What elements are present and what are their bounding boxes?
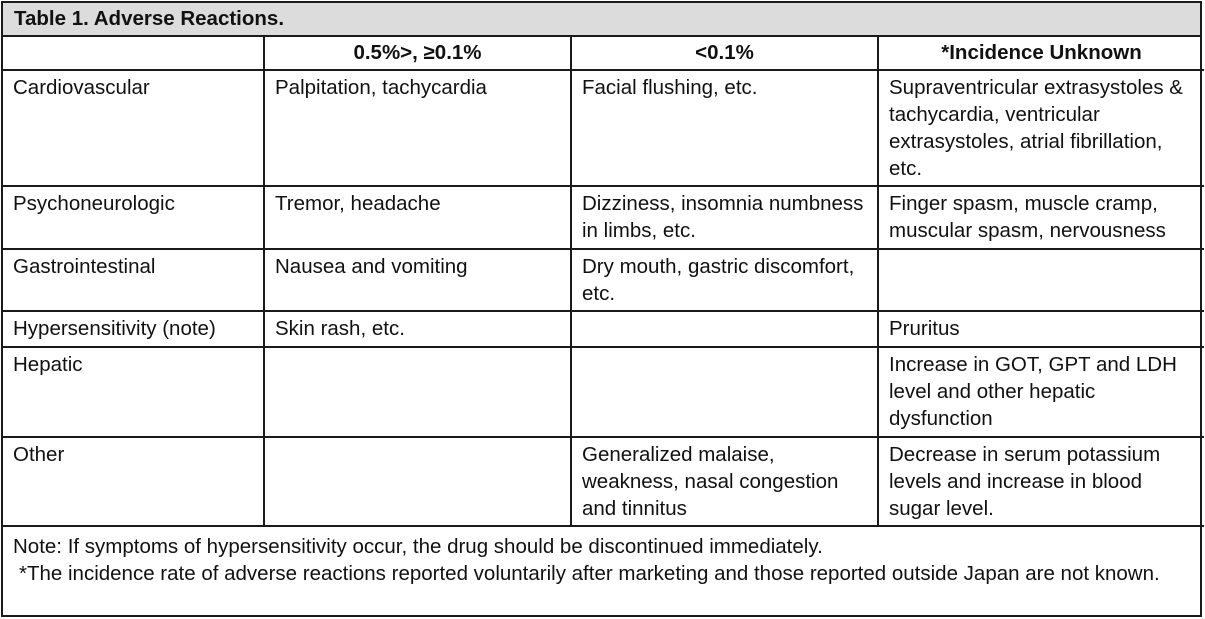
- adverse-reactions-table: [1, 1, 1202, 617]
- cell-unknown: [878, 249, 1204, 311]
- table-row: [3, 311, 1204, 347]
- row-category: Psychoneurologic: [3, 186, 264, 249]
- cell-freq-lt-01: Generalized malaise, weakness, nasal congestion and tinnitus: [571, 437, 878, 526]
- table-row: [3, 249, 1204, 311]
- header-row: [3, 37, 1204, 70]
- row-category: Other: [3, 437, 264, 526]
- cell-unknown: Pruritus: [878, 311, 1204, 347]
- incidence-footnote: *The incidence rate of adverse reactions reported voluntarily after marketing and those reported outside Japan are not known.: [19, 562, 1160, 585]
- row-category: Hypersensitivity (note): [3, 311, 264, 347]
- row-category: Cardiovascular: [3, 70, 264, 186]
- table-title: Table 1. Adverse Reactions.: [3, 3, 1200, 37]
- cell-freq-01-05: Palpitation, tachycardia: [264, 70, 571, 186]
- column-header-incidence-unknown: *Incidence Unknown: [878, 37, 1204, 70]
- cell-freq-lt-01: Facial flushing, etc.: [571, 70, 878, 186]
- row-category: Gastrointestinal: [3, 249, 264, 311]
- hypersensitivity-note: Note: If symptoms of hypersensitivity occur, the drug should be discontinued immediately.: [13, 535, 823, 558]
- column-header-category: [3, 37, 264, 70]
- row-category: Hepatic: [3, 347, 264, 437]
- table-row: [3, 70, 1204, 186]
- cell-freq-lt-01: [571, 347, 878, 437]
- cell-freq-01-05: Skin rash, etc.: [264, 311, 571, 347]
- cell-freq-lt-01: Dry mouth, gastric discomfort, etc.: [571, 249, 878, 311]
- cell-unknown: Increase in GOT, GPT and LDH level and other hepatic dysfunction: [878, 347, 1204, 437]
- column-header-freq-01-05: 0.5%>, ≥0.1%: [264, 37, 571, 70]
- reactions-grid: [3, 37, 1204, 527]
- cell-freq-01-05: [264, 437, 571, 526]
- cell-unknown: Supraventricular extrasystoles & tachycardia, ventricular extrasystoles, atrial fibrillation, etc.: [878, 70, 1204, 186]
- table-row: [3, 437, 1204, 526]
- cell-freq-01-05: [264, 347, 571, 437]
- cell-freq-lt-01: [571, 311, 878, 347]
- cell-freq-lt-01: Dizziness, insomnia numbness in limbs, etc.: [571, 186, 878, 249]
- table-row: [3, 186, 1204, 249]
- column-header-freq-lt-01: <0.1%: [571, 37, 878, 70]
- cell-unknown: Finger spasm, muscle cramp, muscular spasm, nervousness: [878, 186, 1204, 249]
- cell-freq-01-05: Nausea and vomiting: [264, 249, 571, 311]
- table-row: [3, 347, 1204, 437]
- cell-freq-01-05: Tremor, headache: [264, 186, 571, 249]
- cell-unknown: Decrease in serum potassium levels and increase in blood sugar level.: [878, 437, 1204, 526]
- table-notes: [3, 527, 1200, 587]
